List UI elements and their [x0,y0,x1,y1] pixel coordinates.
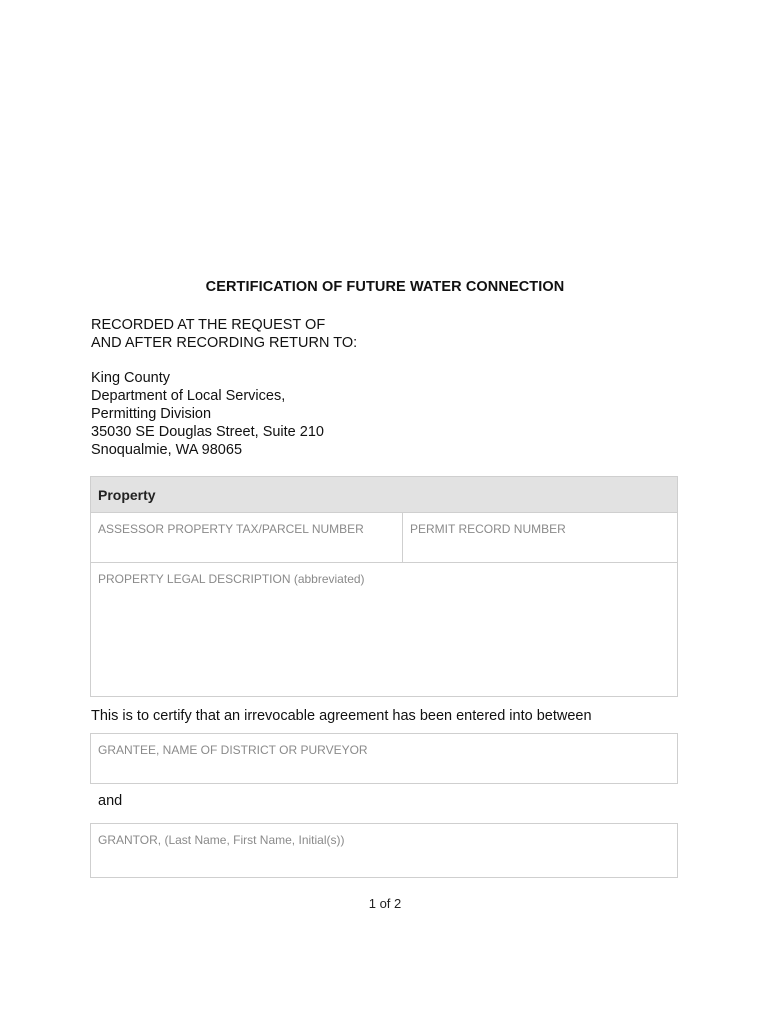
property-numbers-row [91,513,677,563]
legal-description-field[interactable]: PROPERTY LEGAL DESCRIPTION (abbreviated) [98,572,365,586]
permit-record-field[interactable]: PERMIT RECORD NUMBER [410,522,566,536]
address-line-3: Permitting Division [91,406,212,422]
grantee-field[interactable]: GRANTEE, NAME OF DISTRICT OR PURVEYOR [90,733,678,784]
request-line-1: RECORDED AT THE REQUEST OF [91,317,326,333]
document-title: CERTIFICATION OF FUTURE WATER CONNECTION [205,279,565,295]
and-connector: and [98,793,123,809]
recording-request-block [91,316,357,352]
return-address-block [91,369,324,459]
page-number: 1 of 2 [368,896,402,911]
address-line-5: Snoqualmie, WA 98065 [91,442,243,458]
certify-statement: This is to certify that an irrevocable agreement has been entered into between [91,708,592,724]
parcel-number-field[interactable]: ASSESSOR PROPERTY TAX/PARCEL NUMBER [91,513,403,562]
request-line-2: AND AFTER RECORDING RETURN TO: [91,335,358,351]
address-line-2: Department of Local Services, [91,388,286,404]
address-line-4: 35030 SE Douglas Street, Suite 210 [91,424,324,440]
address-line-1: King County [91,370,170,386]
property-table-header: Property [91,477,677,513]
property-table [90,476,678,697]
grantor-field[interactable]: GRANTOR, (Last Name, First Name, Initial(s)) [90,823,678,878]
